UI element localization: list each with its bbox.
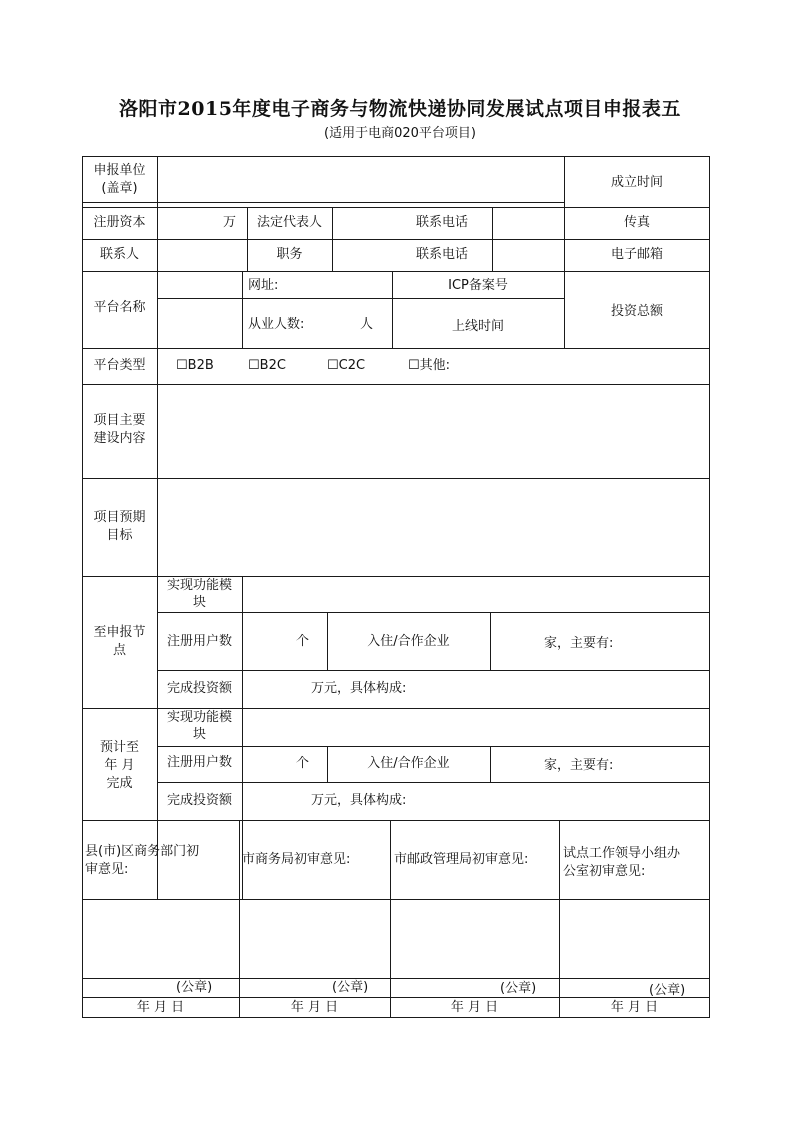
checkbox-b2c[interactable]: ☐B2C	[248, 358, 286, 373]
checkbox-b2b[interactable]: ☐B2B	[176, 358, 214, 373]
col-rule	[490, 746, 491, 782]
label-main-content: 项目主要	[93, 413, 146, 428]
label-postal-opinion: 市邮政管理局初审意见:	[394, 852, 529, 867]
seal-label: (公章)	[500, 981, 537, 996]
label-contact: 联系人	[99, 247, 139, 262]
label-planned: 预计至	[99, 740, 139, 755]
label-email: 电子邮箱	[610, 247, 663, 262]
label-fax: 传真	[623, 215, 650, 230]
expected-goal-field[interactable]	[158, 479, 709, 576]
label-as-of-application: 至申报节	[93, 625, 146, 640]
platform-name-field[interactable]	[158, 272, 242, 348]
city-commerce-opinion-field[interactable]	[240, 900, 390, 978]
label-website: 网址:	[248, 278, 279, 293]
date-label: 年 月 日	[290, 1000, 339, 1015]
col-rule	[242, 271, 243, 348]
label-as-of-application-2: 点	[112, 643, 126, 658]
label-pilot-office-opinion: 试点工作领导小组办	[563, 846, 681, 861]
label-planned-date: 年 月	[104, 758, 135, 773]
application-form-table	[82, 156, 710, 1018]
label-pilot-office-opinion-2: 公室初审意见:	[563, 864, 646, 879]
applicant-field[interactable]	[158, 157, 564, 202]
main-content-field[interactable]	[158, 385, 709, 478]
row-rule	[157, 612, 710, 613]
label-applicant-seal: (盖章)	[101, 181, 138, 196]
label-function-modules-plan: 实现功能模	[166, 710, 232, 725]
label-registered-users-plan: 注册用户数	[166, 755, 232, 770]
label-planned-complete: 完成	[106, 776, 133, 791]
function-modules-plan-field[interactable]	[243, 709, 709, 746]
row-rule	[82, 820, 710, 821]
label-employees: 从业人数:	[248, 317, 305, 332]
date-label: 年 月 日	[450, 1000, 499, 1015]
label-county-opinion: 县(市)区商务部门初	[85, 844, 200, 859]
label-platform-name: 平台名称	[93, 300, 146, 315]
seal-label: (公章)	[649, 983, 686, 998]
label-wanyuan-plan: 万元，具体构成:	[311, 793, 407, 808]
label-main-content-2: 建设内容	[93, 431, 146, 446]
label-investment-done: 完成投资额	[166, 681, 232, 696]
row-rule	[157, 670, 710, 671]
pilot-office-opinion-field[interactable]	[560, 900, 709, 978]
col-rule	[490, 612, 491, 670]
label-platform-type: 平台类型	[93, 358, 146, 373]
form-title: 洛阳市2015年度电子商务与物流快递协同发展试点项目申报表五	[119, 98, 681, 120]
contact-field[interactable]	[158, 240, 247, 271]
legal-rep-field[interactable]	[333, 208, 391, 239]
phone-2-field[interactable]	[493, 240, 564, 271]
county-opinion-field[interactable]	[83, 900, 239, 978]
label-function-modules-plan-2: 块	[192, 727, 206, 742]
date-label: 年 月 日	[610, 1000, 659, 1015]
position-field[interactable]	[333, 240, 391, 271]
label-function-modules-2: 块	[192, 595, 206, 610]
row-rule	[157, 782, 710, 783]
label-legal-rep: 法定代表人	[256, 215, 322, 230]
label-reg-capital: 注册资本	[93, 215, 146, 230]
label-main-partners: 家，主要有:	[544, 636, 614, 651]
table-border-right	[709, 156, 710, 1018]
checkbox-other[interactable]: ☐其他:	[408, 358, 451, 373]
label-wanyuan: 万元，具体构成:	[311, 681, 407, 696]
unit-ge-plan: 个	[296, 756, 310, 771]
row-rule	[82, 997, 710, 998]
unit-people: 人	[360, 317, 374, 332]
date-label: 年 月 日	[136, 1000, 185, 1015]
label-registered-users: 注册用户数	[166, 634, 232, 649]
checkbox-c2c[interactable]: ☐C2C	[327, 358, 366, 373]
row-rule	[82, 202, 564, 203]
label-investment-done-plan: 完成投资额	[166, 793, 232, 808]
label-partner-enterprises: 入住/合作企业	[367, 634, 450, 649]
unit-wan: 万	[223, 215, 237, 230]
reg-capital-field[interactable]	[158, 208, 228, 239]
label-city-commerce-opinion: 市商务局初审意见:	[242, 852, 351, 867]
seal-label: (公章)	[332, 980, 369, 995]
unit-ge: 个	[296, 634, 310, 649]
label-established: 成立时间	[610, 175, 663, 190]
row-rule	[157, 746, 710, 747]
table-border-bottom	[82, 1017, 710, 1018]
label-applicant: 申报单位	[93, 163, 146, 178]
label-phone: 联系电话	[415, 215, 468, 230]
label-phone-2: 联系电话	[415, 247, 468, 262]
form-subtitle: (适用于电商020平台项目)	[324, 126, 476, 141]
label-county-opinion-2: 审意见:	[85, 862, 129, 877]
label-investment-total: 投资总额	[610, 304, 663, 319]
label-partner-enterprises-plan: 入住/合作企业	[367, 756, 450, 771]
postal-opinion-field[interactable]	[391, 900, 559, 978]
label-main-partners-plan: 家，主要有:	[544, 758, 614, 773]
label-position: 职务	[276, 247, 303, 262]
seal-label: (公章)	[176, 980, 213, 995]
function-modules-field[interactable]	[243, 577, 709, 612]
label-expected-goal-2: 目标	[106, 528, 133, 543]
row-rule	[82, 348, 710, 349]
label-function-modules: 实现功能模	[166, 578, 232, 593]
label-online-time: 上线时间	[451, 319, 504, 334]
label-icp: ICP备案号	[448, 278, 508, 293]
phone-field[interactable]	[493, 208, 564, 239]
label-expected-goal: 项目预期	[93, 510, 146, 525]
table-border-left	[82, 156, 83, 1018]
